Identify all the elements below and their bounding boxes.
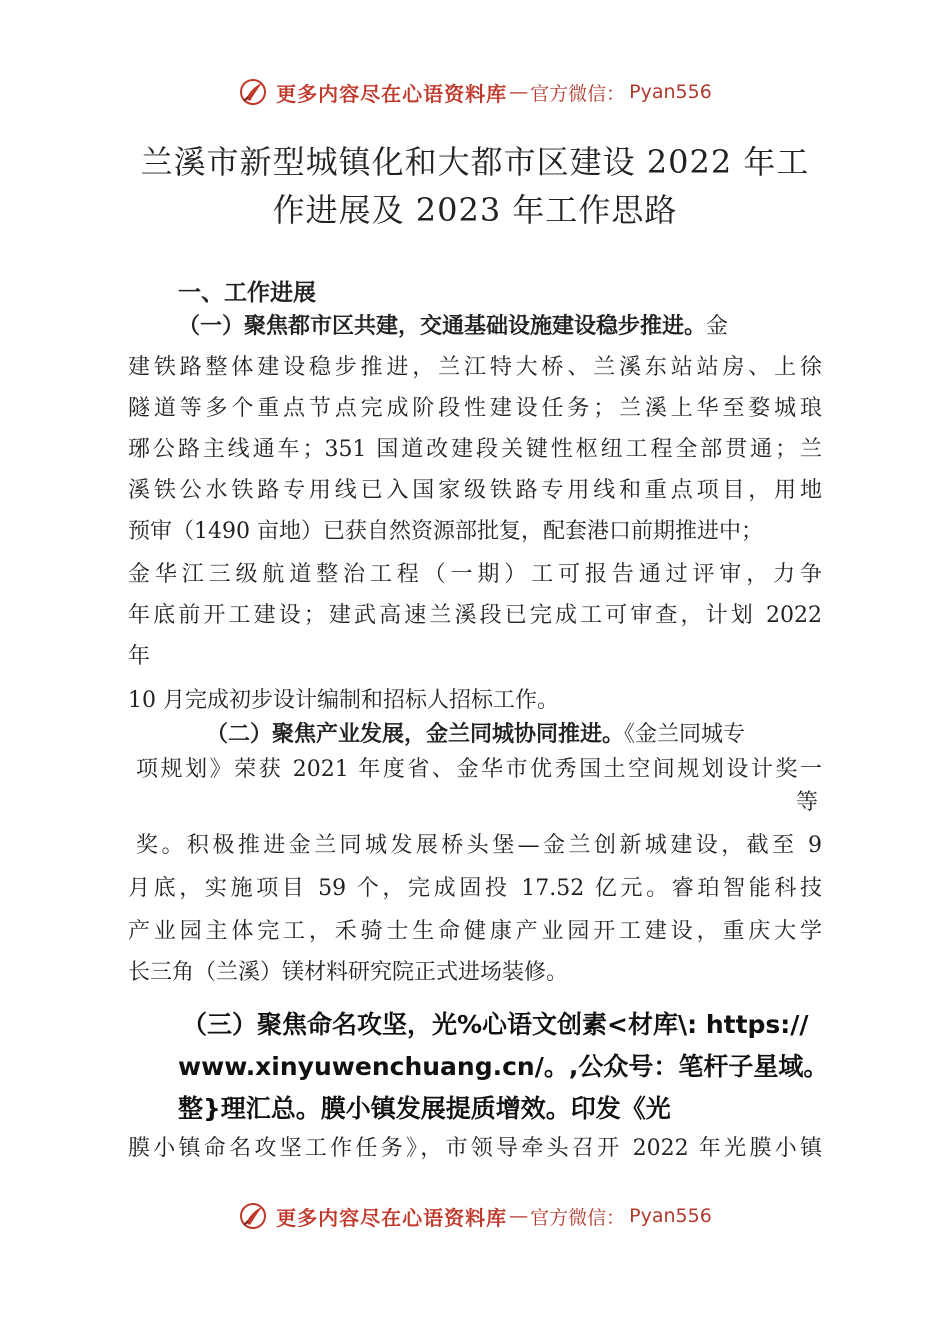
- paragraph-1-line: 年: [128, 644, 151, 669]
- paragraph-2-line: 等: [796, 790, 819, 815]
- paragraph-1-line: 10 月完成初步设计编制和招标人招标工作。: [128, 688, 559, 713]
- paragraph-1-first-line: [178, 312, 728, 342]
- paragraph-1-line: 年底前开工建设；建武高速兰溪段已完成工可审查，计划 2022: [128, 603, 822, 628]
- paragraph-2-line: 奖。积极推进金兰同城发展桥头堡—金兰创新城建设，截至 9: [136, 833, 822, 858]
- watermark-wechat-label: 官方微信：: [530, 1206, 626, 1229]
- watermark-brand: 更多内容尽在心语资料库: [276, 81, 508, 106]
- section-heading: 一、工作进展: [178, 280, 316, 306]
- paragraph-2-line: 产业园主体完工，禾骑士生命健康产业园开工建设，重庆大学: [128, 919, 822, 944]
- paragraph-3-line: 膜小镇命名攻坚工作任务》，市领导牵头召开 2022 年光膜小镇: [128, 1136, 822, 1161]
- paragraph-2-bold-lead: （二）聚焦产业发展，金兰同城协同推进。: [206, 722, 625, 747]
- paragraph-1-line: 预审（1490 亩地）已获自然资源部批复，配套港口前期推进中；: [128, 519, 763, 544]
- watermark-wechat-id: Pyan556: [629, 1205, 712, 1227]
- watermark-wechat-label: 官方微信：: [530, 82, 626, 105]
- brush-logo-icon: [238, 1201, 268, 1231]
- paragraph-1-line: 溪铁公水铁路专用线已入国家级铁路专用线和重点项目，用地: [128, 478, 822, 503]
- paragraph-2-text: 《金兰同城专: [624, 722, 746, 747]
- paragraph-1-text: 金: [706, 314, 729, 339]
- watermark-brand: 更多内容尽在心语资料库: [276, 1205, 508, 1230]
- paragraph-3-bold-line: 整}理汇总。膜小镇发展提质增效。印发《光: [178, 1094, 671, 1123]
- paragraph-1-line: 金华江三级航道整治工程（一期）工可报告通过评审，力争: [128, 562, 822, 587]
- paragraph-1-line: 琊公路主线通车；351 国道改建段关键性枢纽工程全部贯通；兰: [128, 437, 822, 462]
- title-line-1: 兰溪市新型城镇化和大都市区建设 2022 年工: [140, 143, 810, 181]
- watermark-banner-top: [0, 72, 950, 112]
- paragraph-2-first-line: [206, 720, 745, 750]
- paragraph-3-bold-line: （三）聚焦命名攻坚，光%心语文创素<材库\: https://: [182, 1010, 809, 1039]
- document-title: [100, 138, 850, 234]
- paragraph-2-line: 长三角（兰溪）镁材料研究院正式进场装修。: [128, 960, 569, 985]
- paragraph-3-bold-line: www.xinyuwenchuang.cn/。,公众号：笔杆子星域。: [178, 1052, 829, 1081]
- watermark-separator: —: [509, 1205, 529, 1227]
- paragraph-1-bold-lead: （一）聚焦都市区共建，交通基础设施建设稳步推进。: [178, 314, 707, 339]
- watermark-separator: —: [509, 81, 529, 103]
- title-line-2: 作进展及 2023 年工作思路: [272, 191, 678, 229]
- paragraph-1-line: 建铁路整体建设稳步推进，兰江特大桥、兰溪东站站房、上徐: [128, 355, 822, 380]
- paragraph-1-line: 隧道等多个重点节点完成阶段性建设任务；兰溪上华至婺城琅: [128, 396, 822, 421]
- watermark-banner-bottom: [0, 1196, 950, 1236]
- paragraph-2-line: 项规划》荣获 2021 年度省、金华市优秀国土空间规划设计奖一: [136, 757, 822, 782]
- paragraph-2-line: 月底，实施项目 59 个，完成固投 17.52 亿元。睿珀智能科技: [128, 876, 822, 901]
- watermark-wechat-id: Pyan556: [629, 81, 712, 103]
- brush-logo-icon: [238, 77, 268, 107]
